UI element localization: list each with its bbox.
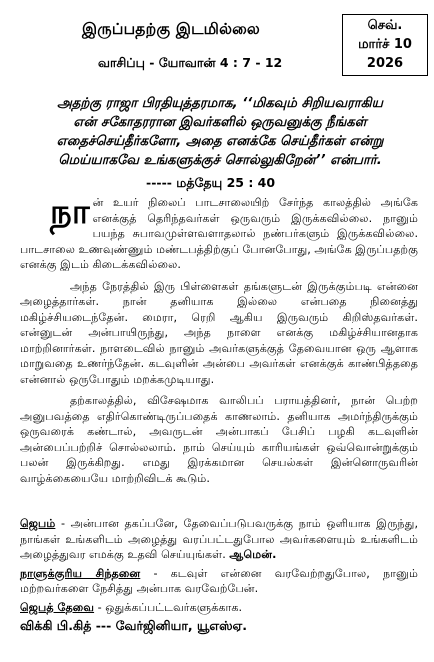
prayer <box>20 516 418 563</box>
quote-line: என் சகோதரரான இவர்களில் ஒருவனுக்கு நீங்கள் <box>73 115 367 130</box>
author-credit: விக்கி பி.கித் --- வேர்ஜினியா, யூஎஸ்ஏ. <box>20 618 248 633</box>
scripture-reading: வாசிப்பு - யோவான் 4 : 7 - 12 <box>98 55 283 70</box>
paragraph-1-text: ன் உயர் நிலைப் பாடசாலையிற் சேர்ந்த காலத்தில் அங்கே எனக்குத் தெரிந்தவர்கள் ஒருவரும் இருக்கவில்லை. நானும் பயந்த சுபாவமுள்ளவளாதலால் நண்பர்களும் இருக்கவில்லை. பாடசாலை உணவுண்ணும் மண்டபத்திற்குப் போனபோது, அங்கே இருப்பதற்கு எனக்கு இடம் கிடைக்கவில்லை. <box>20 196 418 271</box>
thought-for-day <box>20 566 418 597</box>
prayer-need <box>20 600 418 616</box>
quote-reference: ----- மத்தேயு 25 : 40 <box>146 175 276 190</box>
quote-line: எதைச்செய்தீர்களோ, அதை எனக்கே செய்தீர்கள் என்று <box>56 134 384 149</box>
thought-text: - கடவுள் என்னை வரவேற்றதுபோல, நானும் மற்றவர்களை நேசித்து அன்பாக வரவேற்பேன். <box>20 566 418 595</box>
paragraph-2: அந்த நேரத்தில் இரு பிள்ளைகள் தங்களுடன் இருக்கும்படி என்னை அழைத்தார்கள். நான் தனியாக இல்லை என்பதை நினைத்து மகிழ்ச்சியடைந்தேன். மைரா, ரெறி ஆகிய இருவரும் கிறிஸ்தவர்கள். என்னுடன் அன்பாயிருந்து, அந்த நாளை எனக்கு மகிழ்ச்சியானதாக மாற்றினார்கள். நாளடைவில் நானும் அவர்களுக்குத் தேவையான ஒரு ஆளாக மாறுவதை உணர்ந்தேன். கடவுளின் அன்பை அவர்கள் எனக்குக் காண்பித்ததை என்னால் ஒருபோதும் மறக்கமுடியாது. <box>20 279 418 386</box>
thought-label: நாளுக்குரிய சிந்தனை <box>20 566 141 580</box>
amen: ஆமென். <box>229 548 277 561</box>
date-box <box>342 14 428 76</box>
prayer-need-label: ஜெபத் தேவை <box>20 600 95 614</box>
devotional-footer <box>20 516 418 634</box>
drop-cap: நா <box>50 192 90 232</box>
prayer-text: - அன்பான தகப்பனே, தேவைப்படுபவருக்கு நாம் ஒளியாக இருந்து, நாங்கள் உங்களிடம் அழைத்து வரப்பட்டதுபோல அவர்களையும் உங்களிடம் அழைத்துவர எமக்கு உதவி செய்யுங்கள். <box>20 517 418 561</box>
prayer-label: ஜெபம் <box>20 517 56 530</box>
date-year: 2026 <box>366 56 404 71</box>
paragraph-3: தற்காலத்தில், விசேஷமாக வாலிபப் பராயத்தினர், நான் பெற்ற அனுபவத்தை எதிர்கொண்டிருப்பதைக் காணலாம். தனியாக அமர்ந்திருக்கும் ஒருவரைக் கண்டால், அவருடன் அன்பாகப் பேசிப் பழகி கடவுளின் அன்பைப்பற்றிச் சொல்லலாம். நாம் செய்யும் காரியங்கள் ஒவ்வொன்றுக்கும் பலன் இருக்கிறது. எமது இரக்கமான செயல்கள் இன்னொருவரின் வாழ்க்கையையே மாற்றிவிடக் கூடும். <box>20 394 418 485</box>
date-day: செவ். <box>367 18 403 33</box>
key-verse-quote <box>22 94 418 170</box>
prayer-need-text: - ஒதுக்கப்பட்டவர்களுக்காக. <box>94 600 243 614</box>
paragraph-1 <box>20 192 418 273</box>
page-title: இருப்பதற்கு இடமில்லை <box>82 20 260 38</box>
date-month: மார்ச் 10 <box>358 37 412 52</box>
devotional-body <box>20 192 418 492</box>
quote-line: அதற்கு ராஜா பிரதியுத்தரமாக, ‘‘மிகவும் சிறியவராகிய <box>57 96 383 111</box>
quote-line: மெய்யாகவே உங்களுக்குச் சொல்லுகிறேன்’’ என்பார். <box>58 153 382 168</box>
